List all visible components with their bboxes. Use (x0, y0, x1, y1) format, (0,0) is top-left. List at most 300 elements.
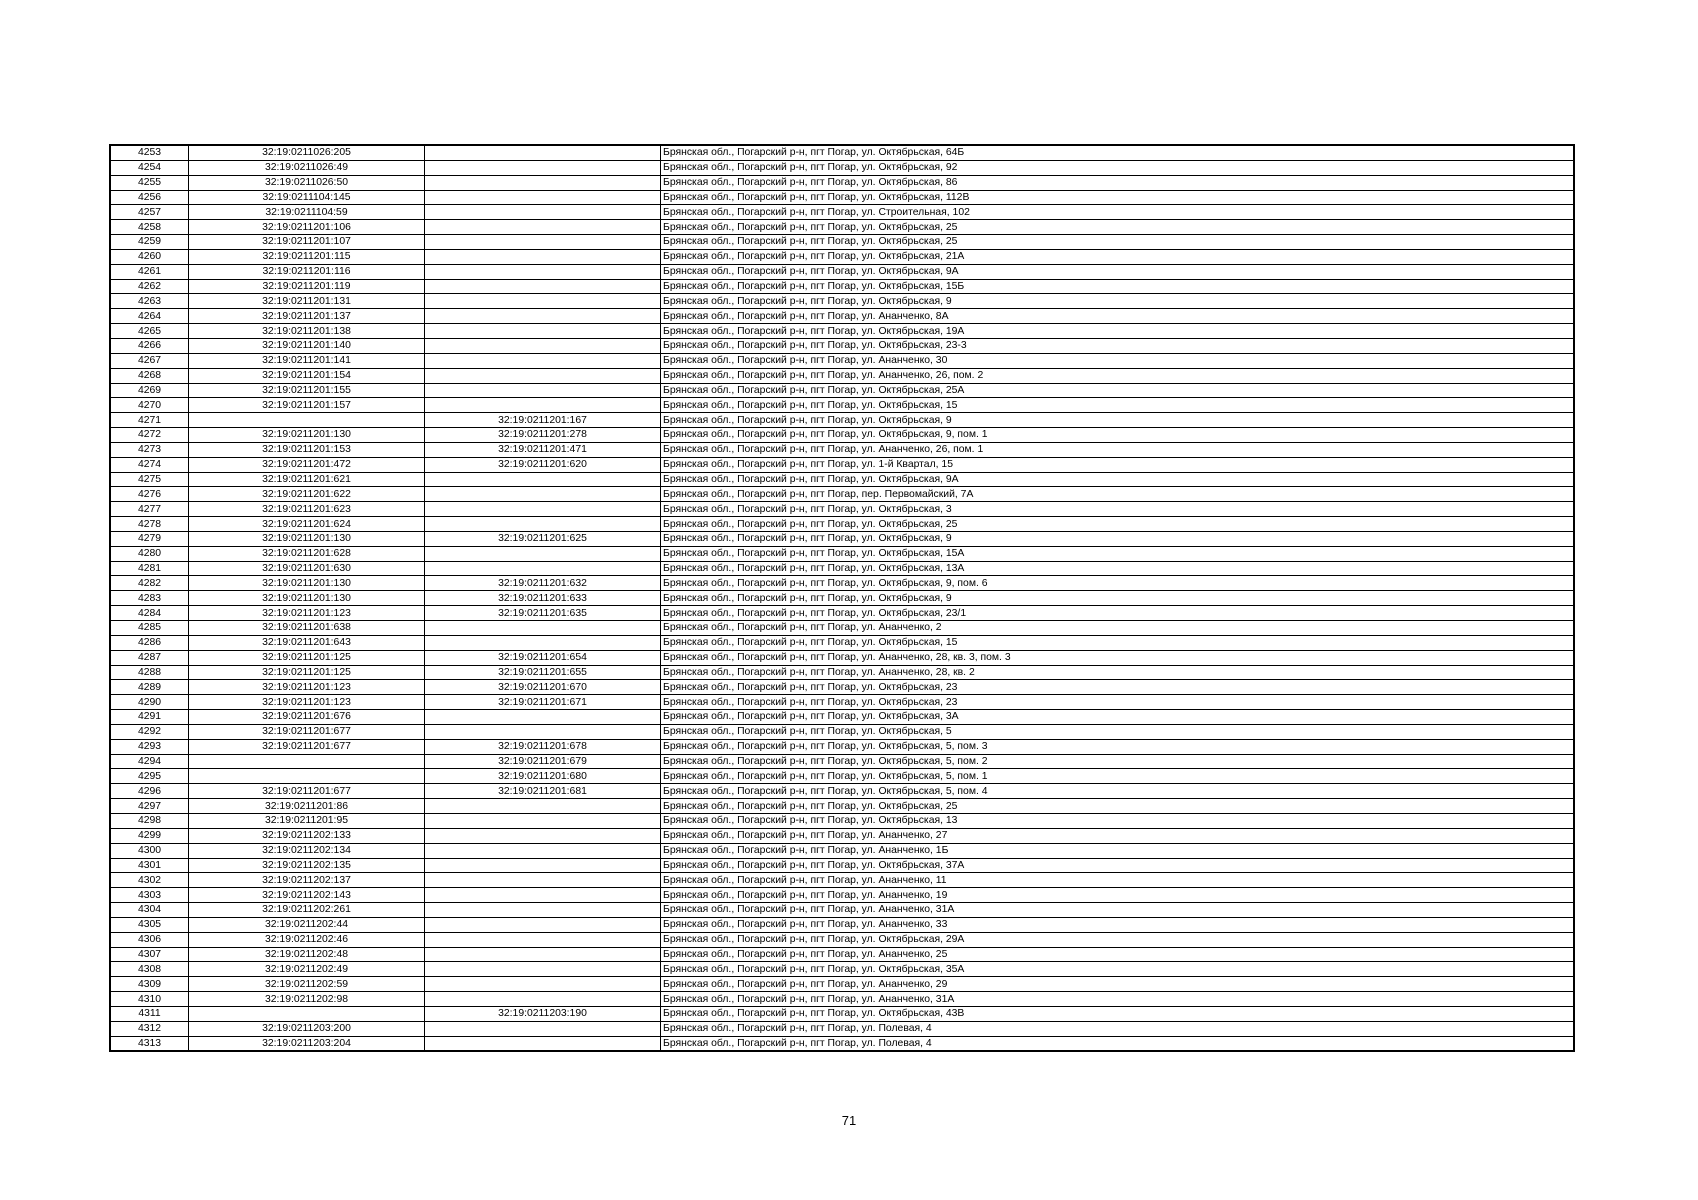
address-cell: Брянская обл., Погарский р-н, пгт Погар, ул. Октябрьская, 64Б (661, 145, 1575, 160)
related-cadastral-number-cell (425, 1021, 661, 1036)
related-cadastral-number-cell (425, 220, 661, 235)
cadastral-number-cell: 32:19:0211201:153 (189, 442, 425, 457)
row-number-cell: 4295 (110, 769, 189, 784)
row-number-cell: 4278 (110, 517, 189, 532)
table-row (110, 754, 1574, 769)
related-cadastral-number-cell (425, 279, 661, 294)
related-cadastral-number-cell (425, 190, 661, 205)
address-cell: Брянская обл., Погарский р-н, пгт Погар, ул. Ананченко, 26, пом. 2 (661, 368, 1575, 383)
cadastral-number-cell: 32:19:0211202:48 (189, 947, 425, 962)
related-cadastral-number-cell (425, 175, 661, 190)
cadastral-number-cell: 32:19:0211201:154 (189, 368, 425, 383)
row-number-cell: 4275 (110, 472, 189, 487)
table-row (110, 650, 1574, 665)
table-row (110, 576, 1574, 591)
row-number-cell: 4264 (110, 309, 189, 324)
address-cell: Брянская обл., Погарский р-н, пгт Погар, ул. Октябрьская, 5, пом. 3 (661, 739, 1575, 754)
cadastral-number-cell: 32:19:0211203:204 (189, 1036, 425, 1051)
cadastral-number-cell: 32:19:0211104:59 (189, 205, 425, 220)
related-cadastral-number-cell (425, 858, 661, 873)
cadastral-number-cell (189, 754, 425, 769)
related-cadastral-number-cell (425, 472, 661, 487)
table-row (110, 665, 1574, 680)
cadastral-number-cell: 32:19:0211201:677 (189, 784, 425, 799)
related-cadastral-number-cell: 32:19:0211201:471 (425, 442, 661, 457)
address-cell: Брянская обл., Погарский р-н, пгт Погар, ул. Октябрьская, 86 (661, 175, 1575, 190)
cadastral-number-cell: 32:19:0211201:130 (189, 428, 425, 443)
row-number-cell: 4312 (110, 1021, 189, 1036)
table-row (110, 205, 1574, 220)
row-number-cell: 4294 (110, 754, 189, 769)
table-row (110, 502, 1574, 517)
table-row (110, 1006, 1574, 1021)
address-cell: Брянская обл., Погарский р-н, пгт Погар, ул. Октябрьская, 21А (661, 249, 1575, 264)
related-cadastral-number-cell (425, 813, 661, 828)
row-number-cell: 4313 (110, 1036, 189, 1051)
row-number-cell: 4277 (110, 502, 189, 517)
table-row (110, 368, 1574, 383)
table-row (110, 249, 1574, 264)
address-cell: Брянская обл., Погарский р-н, пгт Погар, ул. Ананченко, 30 (661, 353, 1575, 368)
related-cadastral-number-cell (425, 710, 661, 725)
table-row (110, 784, 1574, 799)
address-cell: Брянская обл., Погарский р-н, пгт Погар, ул. Ананченко, 11 (661, 873, 1575, 888)
address-cell: Брянская обл., Погарский р-н, пгт Погар, ул. Октябрьская, 112В (661, 190, 1575, 205)
table-row (110, 546, 1574, 561)
related-cadastral-number-cell (425, 873, 661, 888)
related-cadastral-number-cell: 32:19:0211201:678 (425, 739, 661, 754)
table-row (110, 769, 1574, 784)
related-cadastral-number-cell (425, 1036, 661, 1051)
address-cell: Брянская обл., Погарский р-н, пгт Погар, ул. Октябрьская, 23 (661, 695, 1575, 710)
cadastral-number-cell: 32:19:0211202:261 (189, 903, 425, 918)
address-cell: Брянская обл., Погарский р-н, пгт Погар, ул. Октябрьская, 5, пом. 1 (661, 769, 1575, 784)
related-cadastral-number-cell (425, 324, 661, 339)
address-cell: Брянская обл., Погарский р-н, пгт Погар, ул. Ананченко, 33 (661, 917, 1575, 932)
address-cell: Брянская обл., Погарский р-н, пгт Погар, ул. Октябрьская, 13 (661, 813, 1575, 828)
related-cadastral-number-cell (425, 561, 661, 576)
row-number-cell: 4256 (110, 190, 189, 205)
address-cell: Брянская обл., Погарский р-н, пгт Погар, ул. Октябрьская, 9 (661, 531, 1575, 546)
address-cell: Брянская обл., Погарский р-н, пгт Погар, ул. Ананченко, 28, кв. 3, пом. 3 (661, 650, 1575, 665)
table-row (110, 710, 1574, 725)
cadastral-number-cell: 32:19:0211202:133 (189, 828, 425, 843)
cadastral-number-cell: 32:19:0211201:643 (189, 635, 425, 650)
address-cell: Брянская обл., Погарский р-н, пгт Погар, ул. Ананченко, 2 (661, 621, 1575, 636)
related-cadastral-number-cell (425, 724, 661, 739)
cadastral-number-cell: 32:19:0211201:138 (189, 324, 425, 339)
cadastral-number-cell: 32:19:0211201:107 (189, 235, 425, 250)
table-row (110, 428, 1574, 443)
address-cell: Брянская обл., Погарский р-н, пгт Погар, ул. Октябрьская, 9 (661, 413, 1575, 428)
row-number-cell: 4283 (110, 591, 189, 606)
cadastral-number-cell: 32:19:0211201:677 (189, 724, 425, 739)
address-cell: Брянская обл., Погарский р-н, пгт Погар, ул. Октябрьская, 35А (661, 962, 1575, 977)
related-cadastral-number-cell (425, 517, 661, 532)
page-number: 71 (841, 1113, 857, 1128)
row-number-cell: 4302 (110, 873, 189, 888)
cadastral-number-cell: 32:19:0211201:86 (189, 799, 425, 814)
cadastral-number-cell: 32:19:0211202:59 (189, 977, 425, 992)
related-cadastral-number-cell (425, 947, 661, 962)
address-cell: Брянская обл., Погарский р-н, пгт Погар, ул. Октябрьская, 15А (661, 546, 1575, 561)
table-row (110, 1021, 1574, 1036)
address-cell: Брянская обл., Погарский р-н, пгт Погар, ул. Октябрьская, 23-3 (661, 338, 1575, 353)
table-row (110, 932, 1574, 947)
related-cadastral-number-cell (425, 903, 661, 918)
row-number-cell: 4268 (110, 368, 189, 383)
row-number-cell: 4288 (110, 665, 189, 680)
row-number-cell: 4281 (110, 561, 189, 576)
table-row (110, 962, 1574, 977)
address-cell: Брянская обл., Погарский р-н, пгт Погар, ул. Октябрьская, 5 (661, 724, 1575, 739)
address-cell: Брянская обл., Погарский р-н, пгт Погар, ул. Октябрьская, 15Б (661, 279, 1575, 294)
table-row (110, 873, 1574, 888)
row-number-cell: 4276 (110, 487, 189, 502)
table-row (110, 145, 1574, 160)
address-cell: Брянская обл., Погарский р-н, пгт Погар, ул. Октябрьская, 5, пом. 4 (661, 784, 1575, 799)
row-number-cell: 4265 (110, 324, 189, 339)
table-row (110, 338, 1574, 353)
row-number-cell: 4304 (110, 903, 189, 918)
related-cadastral-number-cell (425, 353, 661, 368)
cadastral-number-cell: 32:19:0211201:623 (189, 502, 425, 517)
address-cell: Брянская обл., Погарский р-н, пгт Погар, ул. Ананченко, 26, пом. 1 (661, 442, 1575, 457)
table-row (110, 472, 1574, 487)
address-cell: Брянская обл., Погарский р-н, пгт Погар, ул. Ананченко, 8А (661, 309, 1575, 324)
table-body (110, 145, 1574, 1051)
table-row (110, 235, 1574, 250)
row-number-cell: 4310 (110, 992, 189, 1007)
table-row (110, 724, 1574, 739)
cadastral-table (109, 144, 1575, 1052)
related-cadastral-number-cell (425, 383, 661, 398)
table-row (110, 621, 1574, 636)
cadastral-number-cell: 32:19:0211202:44 (189, 917, 425, 932)
cadastral-number-cell: 32:19:0211201:95 (189, 813, 425, 828)
table-row (110, 695, 1574, 710)
cadastral-number-cell (189, 413, 425, 428)
row-number-cell: 4273 (110, 442, 189, 457)
table-row (110, 977, 1574, 992)
table-row (110, 799, 1574, 814)
related-cadastral-number-cell (425, 235, 661, 250)
related-cadastral-number-cell: 32:19:0211201:632 (425, 576, 661, 591)
row-number-cell: 4258 (110, 220, 189, 235)
address-cell: Брянская обл., Погарский р-н, пгт Погар, ул. Октябрьская, 15 (661, 635, 1575, 650)
related-cadastral-number-cell: 32:19:0211203:190 (425, 1006, 661, 1021)
related-cadastral-number-cell (425, 264, 661, 279)
address-cell: Брянская обл., Погарский р-н, пгт Погар, ул. Ананченко, 29 (661, 977, 1575, 992)
cadastral-number-cell: 32:19:0211201:157 (189, 398, 425, 413)
cadastral-number-cell: 32:19:0211201:141 (189, 353, 425, 368)
cadastral-number-cell: 32:19:0211201:137 (189, 309, 425, 324)
cadastral-number-cell: 32:19:0211104:145 (189, 190, 425, 205)
related-cadastral-number-cell (425, 249, 661, 264)
related-cadastral-number-cell (425, 398, 661, 413)
cadastral-number-cell: 32:19:0211201:115 (189, 249, 425, 264)
row-number-cell: 4269 (110, 383, 189, 398)
address-cell: Брянская обл., Погарский р-н, пгт Погар, ул. Полевая, 4 (661, 1021, 1575, 1036)
cadastral-number-cell: 32:19:0211202:134 (189, 843, 425, 858)
row-number-cell: 4266 (110, 338, 189, 353)
address-cell: Брянская обл., Погарский р-н, пгт Погар, ул. Октябрьская, 9А (661, 264, 1575, 279)
related-cadastral-number-cell: 32:19:0211201:278 (425, 428, 661, 443)
address-cell: Брянская обл., Погарский р-н, пгт Погар, ул. Октябрьская, 3А (661, 710, 1575, 725)
related-cadastral-number-cell (425, 338, 661, 353)
related-cadastral-number-cell: 32:19:0211201:655 (425, 665, 661, 680)
table-row (110, 398, 1574, 413)
row-number-cell: 4300 (110, 843, 189, 858)
table-row (110, 264, 1574, 279)
row-number-cell: 4263 (110, 294, 189, 309)
related-cadastral-number-cell: 32:19:0211201:680 (425, 769, 661, 784)
row-number-cell: 4293 (110, 739, 189, 754)
cadastral-number-cell: 32:19:0211202:98 (189, 992, 425, 1007)
cadastral-number-cell: 32:19:0211201:125 (189, 665, 425, 680)
row-number-cell: 4303 (110, 888, 189, 903)
related-cadastral-number-cell (425, 799, 661, 814)
address-cell: Брянская обл., Погарский р-н, пгт Погар, ул. Строительная, 102 (661, 205, 1575, 220)
cadastral-number-cell: 32:19:0211201:155 (189, 383, 425, 398)
row-number-cell: 4301 (110, 858, 189, 873)
table-row (110, 190, 1574, 205)
table-row (110, 1036, 1574, 1051)
related-cadastral-number-cell: 32:19:0211201:681 (425, 784, 661, 799)
cadastral-number-cell: 32:19:0211201:622 (189, 487, 425, 502)
row-number-cell: 4282 (110, 576, 189, 591)
related-cadastral-number-cell: 32:19:0211201:670 (425, 680, 661, 695)
table-row (110, 220, 1574, 235)
row-number-cell: 4274 (110, 457, 189, 472)
related-cadastral-number-cell (425, 309, 661, 324)
address-cell: Брянская обл., Погарский р-н, пгт Погар, ул. Ананченко, 31А (661, 903, 1575, 918)
table-row (110, 413, 1574, 428)
cadastral-number-cell: 32:19:0211201:125 (189, 650, 425, 665)
table-row (110, 739, 1574, 754)
table-row (110, 903, 1574, 918)
cadastral-number-cell: 32:19:0211201:106 (189, 220, 425, 235)
row-number-cell: 4280 (110, 546, 189, 561)
table-row (110, 324, 1574, 339)
related-cadastral-number-cell: 32:19:0211201:635 (425, 606, 661, 621)
cadastral-number-cell: 32:19:0211201:621 (189, 472, 425, 487)
cadastral-number-cell: 32:19:0211201:123 (189, 606, 425, 621)
address-cell: Брянская обл., Погарский р-н, пгт Погар, ул. Октябрьская, 37А (661, 858, 1575, 873)
related-cadastral-number-cell (425, 368, 661, 383)
address-cell: Брянская обл., Погарский р-н, пгт Погар, ул. Ананченко, 27 (661, 828, 1575, 843)
cadastral-number-cell: 32:19:0211201:131 (189, 294, 425, 309)
address-cell: Брянская обл., Погарский р-н, пгт Погар, пер. Первомайский, 7А (661, 487, 1575, 502)
row-number-cell: 4308 (110, 962, 189, 977)
related-cadastral-number-cell (425, 205, 661, 220)
table-row (110, 487, 1574, 502)
table-row (110, 160, 1574, 175)
address-cell: Брянская обл., Погарский р-н, пгт Погар, ул. Октябрьская, 92 (661, 160, 1575, 175)
row-number-cell: 4309 (110, 977, 189, 992)
cadastral-number-cell: 32:19:0211201:624 (189, 517, 425, 532)
row-number-cell: 4271 (110, 413, 189, 428)
related-cadastral-number-cell: 32:19:0211201:625 (425, 531, 661, 546)
row-number-cell: 4284 (110, 606, 189, 621)
related-cadastral-number-cell (425, 487, 661, 502)
table-row (110, 992, 1574, 1007)
row-number-cell: 4305 (110, 917, 189, 932)
cadastral-number-cell: 32:19:0211201:123 (189, 695, 425, 710)
cadastral-number-cell: 32:19:0211201:130 (189, 591, 425, 606)
table-row (110, 531, 1574, 546)
table-row (110, 591, 1574, 606)
row-number-cell: 4297 (110, 799, 189, 814)
address-cell: Брянская обл., Погарский р-н, пгт Погар, ул. Октябрьская, 9 (661, 591, 1575, 606)
related-cadastral-number-cell (425, 546, 661, 561)
row-number-cell: 4291 (110, 710, 189, 725)
cadastral-number-cell: 32:19:0211201:677 (189, 739, 425, 754)
document-table-container (109, 144, 1575, 1052)
row-number-cell: 4299 (110, 828, 189, 843)
address-cell: Брянская обл., Погарский р-н, пгт Погар, ул. Октябрьская, 13А (661, 561, 1575, 576)
cadastral-number-cell: 32:19:0211202:137 (189, 873, 425, 888)
related-cadastral-number-cell (425, 932, 661, 947)
cadastral-number-cell: 32:19:0211201:116 (189, 264, 425, 279)
address-cell: Брянская обл., Погарский р-н, пгт Погар, ул. Октябрьская, 25 (661, 517, 1575, 532)
cadastral-number-cell: 32:19:0211201:140 (189, 338, 425, 353)
address-cell: Брянская обл., Погарский р-н, пгт Погар, ул. Ананченко, 28, кв. 2 (661, 665, 1575, 680)
address-cell: Брянская обл., Погарский р-н, пгт Погар, ул. Октябрьская, 23/1 (661, 606, 1575, 621)
table-row (110, 175, 1574, 190)
cadastral-number-cell: 32:19:0211202:143 (189, 888, 425, 903)
address-cell: Брянская обл., Погарский р-н, пгт Погар, ул. Октябрьская, 15 (661, 398, 1575, 413)
related-cadastral-number-cell (425, 888, 661, 903)
related-cadastral-number-cell: 32:19:0211201:620 (425, 457, 661, 472)
table-row (110, 947, 1574, 962)
related-cadastral-number-cell (425, 917, 661, 932)
related-cadastral-number-cell: 32:19:0211201:654 (425, 650, 661, 665)
cadastral-number-cell: 32:19:0211026:49 (189, 160, 425, 175)
address-cell: Брянская обл., Погарский р-н, пгт Погар, ул. Октябрьская, 9, пом. 1 (661, 428, 1575, 443)
table-row (110, 279, 1574, 294)
table-row (110, 843, 1574, 858)
row-number-cell: 4307 (110, 947, 189, 962)
address-cell: Брянская обл., Погарский р-н, пгт Погар, ул. Октябрьская, 25 (661, 235, 1575, 250)
cadastral-number-cell: 32:19:0211202:49 (189, 962, 425, 977)
related-cadastral-number-cell (425, 962, 661, 977)
row-number-cell: 4298 (110, 813, 189, 828)
table-row (110, 828, 1574, 843)
address-cell: Брянская обл., Погарский р-н, пгт Погар, ул. Октябрьская, 9А (661, 472, 1575, 487)
cadastral-number-cell: 32:19:0211201:119 (189, 279, 425, 294)
cadastral-number-cell (189, 769, 425, 784)
table-row (110, 917, 1574, 932)
row-number-cell: 4306 (110, 932, 189, 947)
row-number-cell: 4290 (110, 695, 189, 710)
address-cell: Брянская обл., Погарский р-н, пгт Погар, ул. Ананченко, 1Б (661, 843, 1575, 858)
row-number-cell: 4261 (110, 264, 189, 279)
address-cell: Брянская обл., Погарский р-н, пгт Погар, ул. Полевая, 4 (661, 1036, 1575, 1051)
address-cell: Брянская обл., Погарский р-н, пгт Погар, ул. Октябрьская, 9, пом. 6 (661, 576, 1575, 591)
address-cell: Брянская обл., Погарский р-н, пгт Погар, ул. Октябрьская, 23 (661, 680, 1575, 695)
row-number-cell: 4257 (110, 205, 189, 220)
address-cell: Брянская обл., Погарский р-н, пгт Погар, ул. Октябрьская, 43В (661, 1006, 1575, 1021)
cadastral-number-cell: 32:19:0211202:46 (189, 932, 425, 947)
related-cadastral-number-cell (425, 294, 661, 309)
row-number-cell: 4260 (110, 249, 189, 264)
related-cadastral-number-cell (425, 635, 661, 650)
cadastral-number-cell: 32:19:0211026:50 (189, 175, 425, 190)
table-row (110, 561, 1574, 576)
address-cell: Брянская обл., Погарский р-н, пгт Погар, ул. Октябрьская, 29А (661, 932, 1575, 947)
table-row (110, 309, 1574, 324)
row-number-cell: 4311 (110, 1006, 189, 1021)
row-number-cell: 4279 (110, 531, 189, 546)
address-cell: Брянская обл., Погарский р-н, пгт Погар, ул. Октябрьская, 9 (661, 294, 1575, 309)
cadastral-number-cell (189, 1006, 425, 1021)
row-number-cell: 4262 (110, 279, 189, 294)
address-cell: Брянская обл., Погарский р-н, пгт Погар, ул. Октябрьская, 19А (661, 324, 1575, 339)
row-number-cell: 4287 (110, 650, 189, 665)
row-number-cell: 4289 (110, 680, 189, 695)
address-cell: Брянская обл., Погарский р-н, пгт Погар, ул. Октябрьская, 5, пом. 2 (661, 754, 1575, 769)
related-cadastral-number-cell (425, 828, 661, 843)
row-number-cell: 4254 (110, 160, 189, 175)
cadastral-number-cell: 32:19:0211203:200 (189, 1021, 425, 1036)
address-cell: Брянская обл., Погарский р-н, пгт Погар, ул. Октябрьская, 25 (661, 799, 1575, 814)
row-number-cell: 4255 (110, 175, 189, 190)
cadastral-number-cell: 32:19:0211201:472 (189, 457, 425, 472)
table-row (110, 517, 1574, 532)
cadastral-number-cell: 32:19:0211202:135 (189, 858, 425, 873)
address-cell: Брянская обл., Погарский р-н, пгт Погар, ул. Ананченко, 25 (661, 947, 1575, 962)
related-cadastral-number-cell: 32:19:0211201:679 (425, 754, 661, 769)
row-number-cell: 4272 (110, 428, 189, 443)
row-number-cell: 4267 (110, 353, 189, 368)
row-number-cell: 4286 (110, 635, 189, 650)
address-cell: Брянская обл., Погарский р-н, пгт Погар, ул. Октябрьская, 3 (661, 502, 1575, 517)
table-row (110, 888, 1574, 903)
related-cadastral-number-cell: 32:19:0211201:167 (425, 413, 661, 428)
related-cadastral-number-cell (425, 502, 661, 517)
related-cadastral-number-cell (425, 843, 661, 858)
related-cadastral-number-cell (425, 621, 661, 636)
address-cell: Брянская обл., Погарский р-н, пгт Погар, ул. 1-й Квартал, 15 (661, 457, 1575, 472)
cadastral-number-cell: 32:19:0211026:205 (189, 145, 425, 160)
related-cadastral-number-cell: 32:19:0211201:671 (425, 695, 661, 710)
related-cadastral-number-cell (425, 160, 661, 175)
related-cadastral-number-cell: 32:19:0211201:633 (425, 591, 661, 606)
cadastral-number-cell: 32:19:0211201:130 (189, 531, 425, 546)
row-number-cell: 4285 (110, 621, 189, 636)
table-row (110, 635, 1574, 650)
row-number-cell: 4259 (110, 235, 189, 250)
address-cell: Брянская обл., Погарский р-н, пгт Погар, ул. Ананченко, 31А (661, 992, 1575, 1007)
row-number-cell: 4253 (110, 145, 189, 160)
cadastral-number-cell: 32:19:0211201:628 (189, 546, 425, 561)
cadastral-number-cell: 32:19:0211201:123 (189, 680, 425, 695)
table-row (110, 813, 1574, 828)
related-cadastral-number-cell (425, 992, 661, 1007)
related-cadastral-number-cell (425, 977, 661, 992)
table-row (110, 457, 1574, 472)
address-cell: Брянская обл., Погарский р-н, пгт Погар, ул. Октябрьская, 25А (661, 383, 1575, 398)
cadastral-number-cell: 32:19:0211201:638 (189, 621, 425, 636)
address-cell: Брянская обл., Погарский р-н, пгт Погар, ул. Ананченко, 19 (661, 888, 1575, 903)
row-number-cell: 4296 (110, 784, 189, 799)
table-row (110, 442, 1574, 457)
table-row (110, 294, 1574, 309)
cadastral-number-cell: 32:19:0211201:130 (189, 576, 425, 591)
table-row (110, 606, 1574, 621)
cadastral-number-cell: 32:19:0211201:630 (189, 561, 425, 576)
